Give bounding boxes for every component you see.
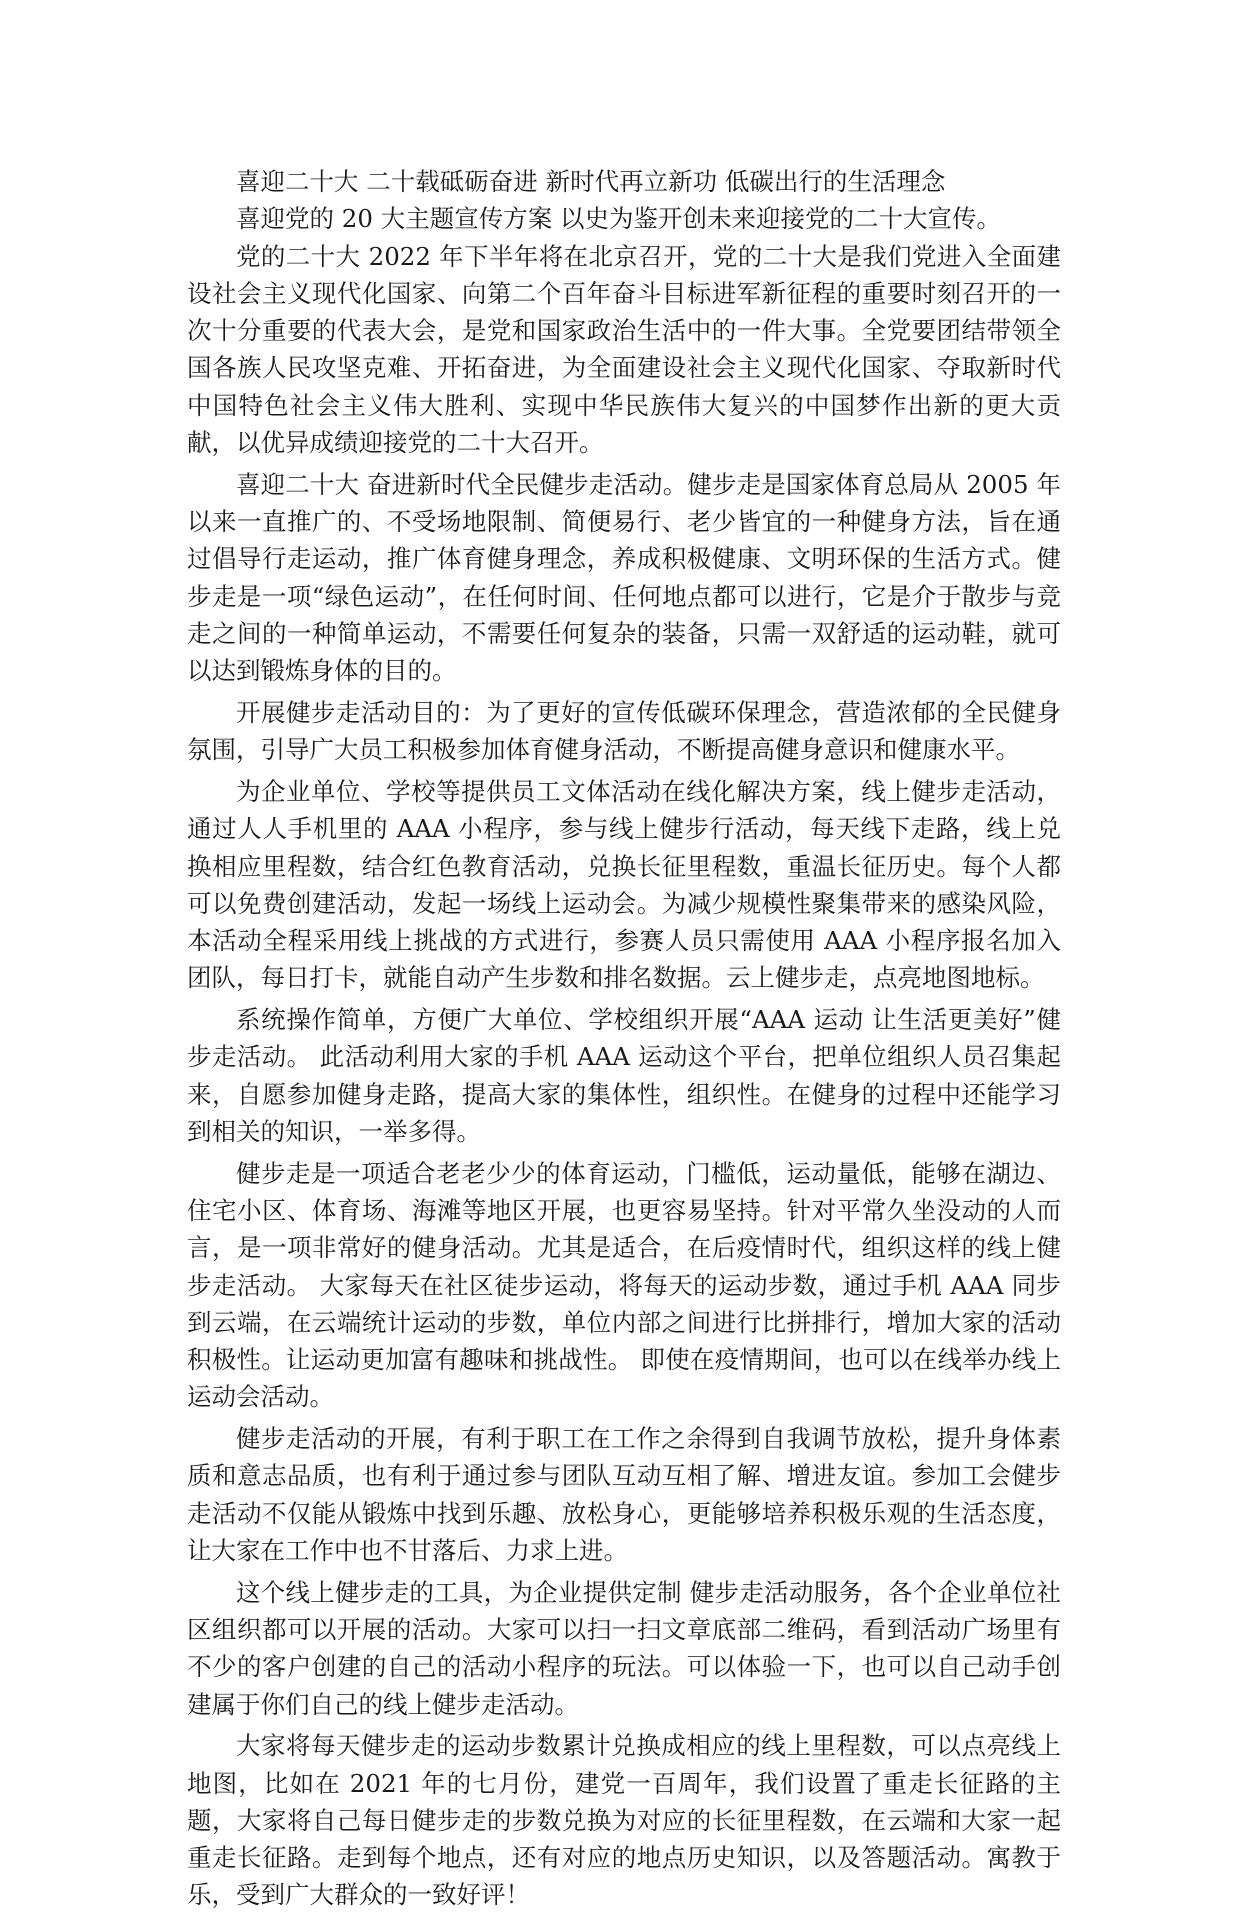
paragraph-online-tool: 这个线上健步走的工具，为企业提供定制 健步走活动服务，各个企业单位社区组织都可以开展的活动。大家可以扫一扫文章底部二维码，看到活动广场里有不少的客户创建的自己的活动小程序的玩法。可以体验一下，也可以自己动手创建属于你们自己的线上健步走活动。 [187,1577,1061,1719]
paragraph-system-operation: 系统操作简单，方便广大单位、学校组织开展“AAA 运动 让生活更美好”健步走活动。 此活动利用大家的手机 AAA 运动这个平台，把单位组织人员召集起来，自愿参加健身走路，提高大家的集体性，组织性。在健身的过程中还能学习到相关的知识，一举多得。 [187,1005,1061,1146]
paragraph-activity-purpose: 开展健步走活动目的：为了更好的宣传低碳环保理念，营造浓郁的全民健身氛围，引导广大员工积极参加体育健身活动，不断提高健身意识和健康水平。 [187,697,1061,765]
paragraph-online-solution: 为企业单位、学校等提供员工文体活动在线化解决方案，线上健步走活动，通过人人手机里的 AAA 小程序，参与线上健步行活动，每天线下走路，线上兑换相应里程数，结合红色教育活动，兑换长征里程数，重温长征历史。每个人都可以免费创建活动，发起一场线上运动会。为减少规模性聚集带来的感染风险，本活动全程采用线上挑战的方式进行，参赛人员只需使用 AAA 小程序报名加入团队，每日打卡，就能自动产生步数和排名数据。云上健步走，点亮地图地标。 [187,776,1061,993]
paragraph-employee-benefits: 健步走活动的开展，有利于职工在工作之余得到自我调节放松，提升身体素质和意志品质，也有利于通过参与团队互动互相了解、增进友谊。参加工会健步走活动不仅能从锻炼中找到乐趣、放松身心，更能够培养积极乐观的生活态度，让大家在工作中也不甘落后、力求上进。 [187,1424,1061,1566]
document-body [187,163,1061,1918]
paragraph-walking-intro: 喜迎二十大 奋进新时代全民健步走活动。健步走是国家体育总局从 2005 年以来一直推广的、不受场地限制、简便易行、老少皆宜的一种健身方法，旨在通过倡导行走运动，推广体育健身理念，养成积极健康、文明环保的生活方式。健步走是一项“绿色运动”，在任何时间、任何地点都可以进行，它是介于散步与竞走之间的一种简单运动，不需要任何复杂的装备，只需一双舒适的运动鞋，就可以达到锻炼身体的目的。 [187,469,1061,686]
document-title: 喜迎二十大 二十载砥砺奋进 新时代再立新功 低碳出行的生活理念 [236,167,946,196]
paragraph-map-lighting: 大家将每天健步走的运动步数累计兑换成相应的线上里程数，可以点亮线上地图，比如在 2021 年的七月份，建党一百周年，我们设置了重走长征路的主题，大家将自己每日健步走的步数兑换为对应的长征里程数，在云端和大家一起重走长征路。走到每个地点，还有对应的地点历史知识，以及答题活动。寓教于乐，受到广大群众的一致好评！ [187,1731,1061,1910]
paragraph-walking-benefits: 健步走是一项适合老老少少的体育运动，门槛低，运动量低，能够在湖边、住宅小区、体育场、海滩等地区开展，也更容易坚持。针对平常久坐没动的人而言，是一项非常好的健身活动。尤其是适合，在后疫情时代，组织这样的线上健步走活动。 大家每天在社区徒步运动，将每天的运动步数，通过手机 AAA 同步到云端，在云端统计运动的步数，单位内部之间进行比拼排行，增加大家的活动积极性。让运动更加富有趣味和挑战性。 即使在疫情期间，也可以在线举办线上运动会活动。 [187,1158,1061,1412]
document-subtitle: 喜迎党的 20 大主题宣传方案 以史为鉴开创未来迎接党的二十大宣传。 [236,204,1002,234]
paragraph-party-congress: 党的二十大 2022 年下半年将在北京召开，党的二十大是我们党进入全面建设社会主义现代化国家、向第二个百年奋斗目标进军新征程的重要时刻召开的一次十分重要的代表大会，是党和国家政治生活中的一件大事。全党要团结带领全国各族人民攻坚克难、开拓奋进，为全面建设社会主义现代化国家、夺取新时代中国特色社会主义伟大胜利、实现中华民族伟大复兴的中国梦作出新的更大贡献，以优异成绩迎接党的二十大召开。 [187,241,1061,458]
